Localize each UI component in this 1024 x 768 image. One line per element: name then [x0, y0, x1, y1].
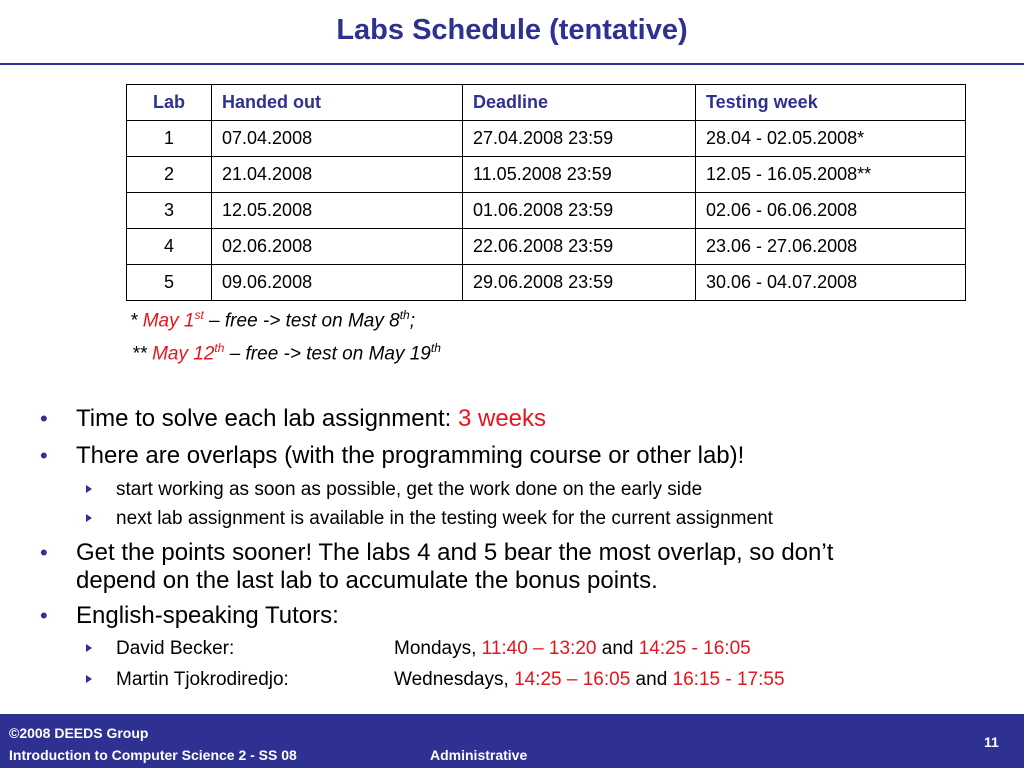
cell-deadline: 11.05.2008 23:59	[463, 157, 696, 193]
bullet-dot-icon: •	[40, 443, 48, 468]
cell-deadline: 01.06.2008 23:59	[463, 193, 696, 229]
labs-schedule-table	[126, 84, 966, 301]
table-row	[127, 265, 966, 301]
tutor-day: Mondays,	[394, 638, 482, 659]
footnote-2	[132, 341, 441, 365]
tutor-time-1: 14:25 – 16:05	[514, 669, 631, 690]
tutor-item	[86, 638, 986, 660]
tutor-name: David Becker:	[116, 638, 235, 659]
cell-lab: 3	[127, 193, 212, 229]
cell-testing-week: 23.06 - 27.06.2008	[696, 229, 966, 265]
footnote-1	[130, 308, 415, 332]
tutor-item	[86, 669, 986, 691]
bullet-text-line1: Get the points sooner! The labs 4 and 5 bear the most overlap, so don’t	[76, 539, 834, 566]
bullet-time-to-solve	[40, 405, 547, 433]
sub-bullet-start-early	[86, 479, 702, 501]
cell-deadline: 27.04.2008 23:59	[463, 121, 696, 157]
sub-bullet-text: start working as soon as possible, get the work done on the early side	[116, 479, 703, 500]
cell-deadline: 29.06.2008 23:59	[463, 265, 696, 301]
cell-handed-out: 21.04.2008	[212, 157, 463, 193]
cell-lab: 4	[127, 229, 212, 265]
footnote-date: May 12	[152, 343, 215, 365]
header-handed-out: Handed out	[212, 85, 463, 121]
bullet-text: There are overlaps (with the programming course or other lab)!	[76, 442, 745, 469]
title-divider	[0, 63, 1024, 65]
footnote-date-suffix: th	[214, 341, 225, 355]
bullet-dot-icon: •	[40, 540, 48, 565]
header-deadline: Deadline	[463, 85, 696, 121]
sub-bullet-next-lab	[86, 508, 773, 530]
footnote-text: – free -> test on May 19	[224, 343, 431, 365]
cell-lab: 2	[127, 157, 212, 193]
tutor-name: Martin Tjokrodiredjo:	[116, 669, 289, 690]
footnote-text-suffix: th	[399, 308, 410, 322]
table-row	[127, 121, 966, 157]
tutor-and: and	[630, 669, 673, 690]
footnote-marker: *	[130, 310, 143, 332]
slide-footer	[0, 714, 1024, 768]
page-number: 11	[984, 734, 999, 750]
cell-lab: 1	[127, 121, 212, 157]
table-row	[127, 193, 966, 229]
header-testing-week: Testing week	[696, 85, 966, 121]
footnote-end: ;	[409, 310, 415, 332]
tutor-time-1: 11:40 – 13:20	[481, 638, 597, 659]
footer-course: Introduction to Computer Science 2 - SS 08	[9, 747, 297, 763]
tutor-time-2: 16:15 - 17:55	[672, 669, 785, 690]
bullet-text-line2: depend on the last lab to accumulate the bonus points.	[76, 567, 658, 594]
bullet-text: Time to solve each lab assignment:	[76, 405, 458, 432]
cell-testing-week: 28.04 - 02.05.2008*	[696, 121, 966, 157]
bullet-highlight: 3 weeks	[457, 405, 547, 432]
tutor-and: and	[596, 638, 639, 659]
tutor-schedule	[394, 638, 751, 660]
table-header-row	[127, 85, 966, 121]
cell-lab: 5	[127, 265, 212, 301]
footnote-text: – free -> test on May 8	[203, 310, 400, 332]
table-row	[127, 229, 966, 265]
cell-handed-out: 12.05.2008	[212, 193, 463, 229]
bullet-text: English-speaking Tutors:	[76, 602, 339, 629]
cell-deadline: 22.06.2008 23:59	[463, 229, 696, 265]
sub-bullet-arrow-icon	[86, 485, 92, 493]
cell-handed-out: 02.06.2008	[212, 229, 463, 265]
footer-copyright: ©2008 DEEDS Group	[9, 725, 149, 741]
slide-title: Labs Schedule (tentative)	[336, 14, 688, 46]
cell-testing-week: 30.06 - 04.07.2008	[696, 265, 966, 301]
cell-testing-week: 12.05 - 16.05.2008**	[696, 157, 966, 193]
bullet-tutors	[40, 602, 339, 630]
sub-bullet-arrow-icon	[86, 514, 92, 522]
footnote-date-suffix: st	[194, 308, 204, 322]
footnote-date: May 1	[142, 310, 195, 332]
footnote-marker: **	[132, 343, 153, 365]
bullet-points-sooner	[40, 539, 834, 595]
header-lab: Lab	[127, 85, 212, 121]
bullet-dot-icon: •	[40, 406, 48, 431]
sub-bullet-arrow-icon	[86, 675, 92, 683]
table-row	[127, 157, 966, 193]
sub-bullet-arrow-icon	[86, 644, 92, 652]
bullet-dot-icon: •	[40, 603, 48, 628]
tutor-time-2: 14:25 - 16:05	[638, 638, 751, 659]
tutor-schedule	[394, 669, 785, 691]
footer-section: Administrative	[430, 747, 528, 763]
cell-handed-out: 09.06.2008	[212, 265, 463, 301]
bullet-overlaps	[40, 442, 745, 470]
footnote-text-suffix: th	[430, 341, 441, 355]
cell-handed-out: 07.04.2008	[212, 121, 463, 157]
tutor-day: Wednesdays,	[394, 669, 515, 690]
cell-testing-week: 02.06 - 06.06.2008	[696, 193, 966, 229]
sub-bullet-text: next lab assignment is available in the testing week for the current assignment	[116, 508, 773, 529]
